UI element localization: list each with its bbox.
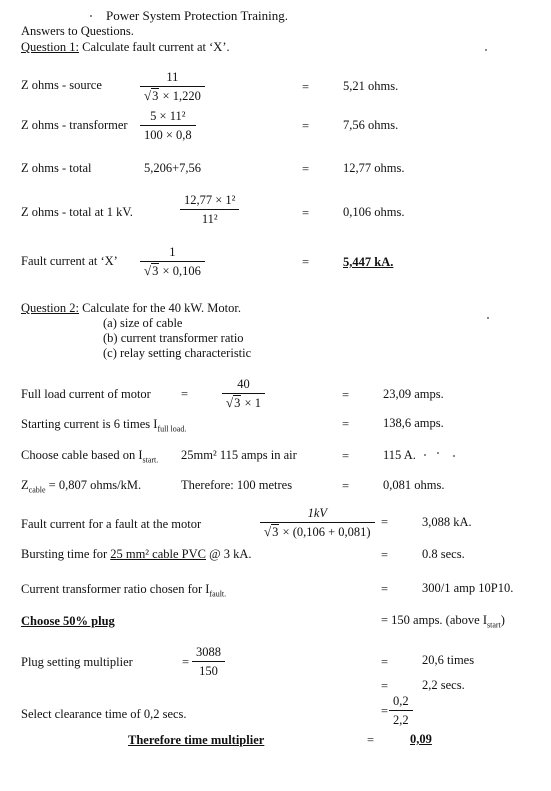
fault-motor-denominator: √3 × (0,106 + 0,081)	[264, 524, 371, 540]
fault-current-x-label: Fault current at ‘X’	[21, 254, 118, 268]
psm-numerator: 3088	[192, 645, 225, 662]
z-cable-result: 0,081 ohms.	[383, 478, 445, 492]
starting-current-equals: =	[342, 417, 350, 431]
z-cable-length: Therefore: 100 metres	[181, 478, 293, 492]
fault-motor-numerator: 1kV	[260, 506, 375, 523]
z-cable-label: $Z_{cable} = 0,807$ ohms/kM.	[21, 478, 142, 495]
plug-label: Choose 50% plug	[21, 614, 115, 628]
psm-result: 20,6 times	[422, 653, 475, 667]
fault-current-x-fraction	[140, 245, 205, 279]
flc-label: Full load current of motor	[21, 387, 151, 401]
question-1-heading	[21, 41, 230, 54]
document-subtitle: Answers to Questions.	[21, 24, 134, 38]
z-total-1kv-equals: =	[302, 206, 310, 220]
z-transformer-label: Z ohms - transformer	[21, 118, 128, 132]
flc-equals-1: =	[181, 387, 189, 401]
z-total-1kv-numerator: 12,77 × 1²	[180, 193, 239, 210]
z-total-1kv-denominator: 11²	[201, 212, 218, 227]
flc-denominator: √3 × 1	[226, 395, 261, 411]
psm-equals-2: =	[381, 655, 389, 669]
fault-current-x-denominator: √3 × 0,106	[144, 263, 201, 279]
time-multiplier-result: 0,09	[410, 732, 432, 746]
z-total-equals: =	[302, 162, 310, 176]
cable-result: 115 A.	[383, 448, 416, 462]
bursting-time-equals: =	[381, 548, 389, 562]
z-total-1kv-label: Z ohms - total at 1 kV.	[21, 205, 133, 219]
question-2-text: Calculate for the 40 kW. Motor.	[82, 301, 241, 315]
fault-current-x-equals: =	[302, 255, 310, 269]
bursting-time-label: Bursting time for 25 mm² cable PVC @ 3 kA.	[21, 547, 252, 561]
z-source-fraction	[140, 70, 205, 104]
secs-result: 2,2 secs.	[422, 678, 465, 692]
psm-fraction	[192, 645, 225, 679]
starting-current-result: 138,6 amps.	[383, 416, 444, 430]
document-title: Power System Protection Training.	[106, 8, 289, 23]
bursting-time-result: 0.8 secs.	[422, 547, 465, 561]
z-total-1kv-result: 0,106 ohms.	[343, 205, 405, 219]
z-transformer-numerator: 5 × 11²	[140, 109, 196, 126]
time-multiplier-equals: =	[367, 733, 375, 747]
z-transformer-equals: =	[302, 119, 310, 133]
question-2-item-a: (a) size of cable	[103, 316, 183, 330]
ct-ratio-result: 300/1 amp 10P10.	[422, 581, 514, 595]
z-cable-equals: =	[342, 479, 350, 493]
clearance-denominator: 2,2	[393, 713, 409, 728]
starting-current-label: Starting current is 6 times $I_{full load.}$	[21, 417, 187, 434]
z-source-label: Z ohms - source	[21, 78, 102, 92]
z-total-label: Z ohms - total	[21, 161, 92, 175]
psm-denominator: 150	[199, 664, 218, 679]
secs-equals: =	[381, 679, 389, 693]
flc-fraction	[222, 377, 265, 411]
question-1-text: Calculate fault current at ‘X’.	[82, 40, 230, 54]
flc-numerator: 40	[222, 377, 265, 394]
z-transformer-denominator: 100 × 0,8	[144, 128, 192, 143]
question-1-label: Question 1:	[21, 40, 79, 54]
z-transformer-result: 7,56 ohms.	[343, 118, 399, 132]
flc-result: 23,09 amps.	[383, 387, 444, 401]
psm-equals-1: =	[182, 655, 190, 669]
clearance-equals: =	[381, 704, 389, 718]
cable-equals: =	[342, 449, 350, 463]
fault-current-x-numerator: 1	[140, 245, 205, 262]
fault-current-x-result: 5,447 kA.	[343, 255, 394, 269]
fault-motor-label: Fault current for a fault at the motor	[21, 517, 202, 531]
z-transformer-fraction	[140, 109, 196, 143]
ct-ratio-equals: =	[381, 582, 389, 596]
plug-result: = 150 amps. (above $I_{start}$)	[381, 613, 505, 630]
psm-label: Plug setting multiplier	[21, 655, 133, 669]
z-source-equals: =	[302, 80, 310, 94]
cable-spec: 25mm² 115 amps in air	[181, 448, 297, 462]
question-2-label: Question 2:	[21, 301, 79, 315]
clearance-fraction	[389, 694, 413, 728]
z-total-result: 12,77 ohms.	[343, 161, 405, 175]
cable-label: Choose cable based on $I_{start.}$	[21, 448, 159, 465]
question-2-item-c: (c) relay setting characteristic	[103, 346, 252, 360]
z-total-1kv-fraction	[180, 193, 239, 227]
question-2-item-b: (b) current transformer ratio	[103, 331, 244, 345]
flc-equals-2: =	[342, 388, 350, 402]
z-source-numerator: 11	[140, 70, 205, 87]
clearance-numerator: 0,2	[389, 694, 413, 711]
fault-motor-fraction	[260, 506, 375, 540]
ct-ratio-label: Current transformer ratio chosen for $I_{fault.}$	[21, 582, 227, 599]
clearance-label: Select clearance time of 0,2 secs.	[21, 707, 187, 721]
fault-motor-equals: =	[381, 515, 389, 529]
fault-motor-result: 3,088 kA.	[422, 515, 472, 529]
time-multiplier-label: Therefore time multiplier	[128, 733, 265, 747]
z-source-denominator: √3 × 1,220	[144, 88, 201, 104]
z-source-result: 5,21 ohms.	[343, 79, 399, 93]
z-total-expression: 5,206+7,56	[144, 161, 202, 175]
question-2-heading	[21, 302, 241, 315]
